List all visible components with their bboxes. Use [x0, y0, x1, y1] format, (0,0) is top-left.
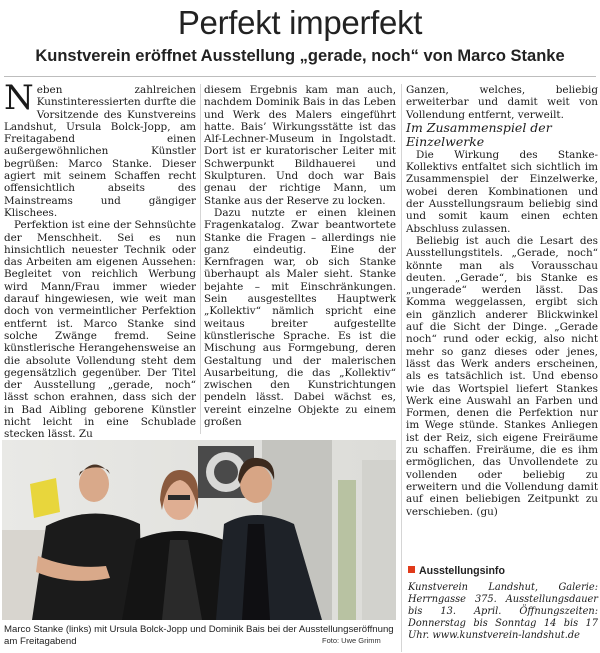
photo-credit: Foto: Uwe Grimm: [322, 636, 381, 645]
header-rule: [4, 76, 596, 77]
drop-cap: N: [4, 78, 34, 118]
column-3: [406, 84, 598, 518]
column-2: [204, 84, 396, 428]
paragraph: Dazu nutzte er einen kleinen Fragenkatalog. Zwar beantwortete Stanke die Fragen – allerdings nie ganz eindeutig. Eine der Kernfragen war, ob sich Stanke überhaupt als Maler sieht. Stanke bejahte – mit Einschränkungen. Sein ausgestelltes Hauptwerk „Kollektiv“ nämlich spricht eine weitaus breiter aufgestellte künstlerische Sprache. Es ist die Mischung aus Formgebung, deren Gestaltung und der malerischen Ausarbeitung, die das „Kollektiv“ zwischen den Kunstrichtungen pendeln lässt. Dabei wächst es, vereint einzelne Objekte zu einem großen: [204, 206, 396, 429]
exhibition-photo: [2, 440, 396, 620]
paragraph: diesem Ergebnis kam man auch, nachdem Dominik Bais in das Leben und Werk des Malers eingeführt hatte. Bais’ Wirkungsstätte ist das Alf-Lechner-Museum in Ingolstadt. Dort ist er kuratorischer Leiter mit Schwerpunkt Bildhauerei und Skulpturen. Und doch war Bais genau der richtige Mann, um Stanke aus der Reserve zu locken.: [204, 84, 396, 207]
column-1: [4, 78, 197, 441]
info-heading: Ausstellungsinfo: [408, 565, 505, 577]
headline: Perfekt imperfekt: [177, 4, 423, 41]
column-divider: [200, 84, 201, 434]
info-marker-square: [408, 566, 415, 573]
intermediate-heading: Im Zusammenspiel der Einzelwerke: [406, 119, 552, 149]
photo-illustration: [2, 440, 396, 620]
info-text: Kunstverein Landshut, Galerie: Herrngasse 375. Ausstellungsdauer bis 13. April. Öffnungszeiten: Donnerstag bis Sonntag 14 bis 17 Uhr. www.kunstverein-landshut.de: [408, 582, 598, 641]
paragraph: Ganzen, welches, beliebig erweiterbar und damit weit von Vollendung entfernt, verweilt.: [406, 84, 598, 121]
paragraph: Neben zahlreichen Kunstinteressierten durfte die Vorsitzende des Kunstvereins Landshut, Ursula Bolck-Jopp, am Freitagabend einen außergewöhnlichen Künstler begrüßen: Marco Stanke. Dieser agiert mit seinem Schaffen recht offensichtlich abseits des Mainstreams und gängiger Klischees.: [4, 78, 196, 219]
subheadline: Kunstverein eröffnet Ausstellung „gerade, noch“ von Marco Stanke: [35, 47, 565, 65]
paragraph: Perfektion ist eine der Sehnsüchte der Menschheit. Sei es nun hinsichtlich neuester Technik oder das Arbeiten am eigenen Aussehen: Begleitet von reichlich Werbung wird Mann/Frau immer wieder darauf hingewiesen, wie weit man doch von vermeintlicher Perfektion entfernt ist. Marco Stanke sind solche Zwänge fremd. Seine künstlerische Herangehensweise an die absolute Vollendung steht dem gegensätzlich gegenüber. Der Titel der Ausstellung „gerade, noch“ lässt schon erahnen, dass sich der in Bad Aibling geborene Künstler nicht leicht in eine Schublade stecken lässt. Zu: [4, 219, 197, 441]
paragraph: Beliebig ist auch die Lesart des Ausstellungstitels. „Gerade, noch“ könnte man als Vorausschau deuten. „Gerade“, bis Stanke es „ungerade“ werden lässt. Das Komma weggelassen, ergibt sich ein gänzlich anderer Blickwinkel auf die Sicht der Dinge. „Gerade noch“ rund oder eckig, also nicht mehr so ganz dieses oder jenes, lässt das Werk anders erscheinen, als es tatsächlich ist. Und ebenso wie das Wortspiel liefert Stankes Werk eine Auswahl an Farben und Formen, denen die Perfektion nur im Wege stünde. Stankes Anliegen ist der Reiz, sich eigene Freiräume zu schaffen. Freiräume, die es ihm ermöglichen, das Unvollendete zu vollenden oder beliebig zu erweitern und die Vollendung damit auf einen beliebigen Zeitpunkt zu verschieben. (gu): [406, 234, 598, 518]
column-divider: [401, 84, 402, 652]
photo-caption: Marco Stanke (links) mit Ursula Bolck-Jopp und Dominik Bais bei der Ausstellungseröffnung am Freitagabend: [4, 624, 394, 647]
paragraph: Die Wirkung des Stanke-Kollektivs entfaltet sich sichtlich im Zusammenspiel der Einzelwerke, wobei deren Kombinationen und der Ausstellungsraum beliebig sind und somit kaum einen echten Abschluss zulassen.: [406, 148, 598, 235]
